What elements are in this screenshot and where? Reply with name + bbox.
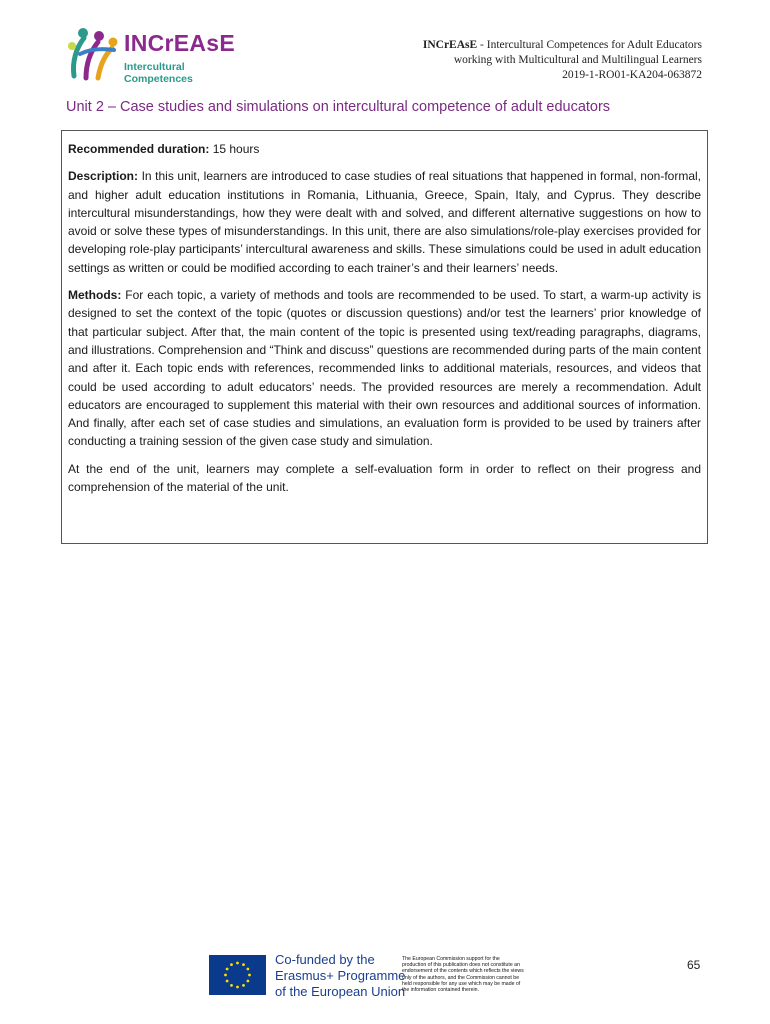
project-header xyxy=(423,38,702,83)
methods-paragraph xyxy=(68,286,701,451)
eu-star-icon xyxy=(226,980,229,983)
methods-label: Methods: xyxy=(68,288,122,303)
logo-subtitle: Intercultural Competences xyxy=(124,61,193,85)
project-header-line1 xyxy=(423,38,702,53)
closing-paragraph: At the end of the unit, learners may complete a self-evaluation form in order to reflect on their progress and comprehension of the material of the unit. xyxy=(68,461,701,495)
description-label: Description: xyxy=(68,169,139,184)
project-description: - Intercultural Competences for Adult Educators xyxy=(477,39,702,51)
duration-paragraph xyxy=(68,140,701,158)
cofunded-line3: of the European Union xyxy=(275,984,406,999)
duration-label: Recommended duration: xyxy=(68,142,210,156)
eu-star-icon xyxy=(248,974,251,977)
eu-star-icon xyxy=(224,974,227,977)
project-code: 2019-1-RO01-KA204-063872 xyxy=(562,69,702,81)
eu-star-icon xyxy=(242,963,245,966)
eu-star-icon xyxy=(230,984,233,987)
eu-star-icon xyxy=(226,968,229,971)
content-box xyxy=(61,130,708,544)
methods-text: For each topic, a variety of methods and tools are recommended to be used. To start, a warm-up activity is designed to set the context of the topic (quotes or discussion questions) and/or test the learners’ prior knowledge of that particular subject. After that, the main content of the topic is presented using text/reading paragraphs, diagrams, and illustrations. Comprehension and “Think and discuss” questions are recommended during parts of the main content and after it. Each topic ends with references, recommended links to additional materials, resources, and videos that could be used according to adult educators’ needs. The provided resources are merely a recommendation. Adult educators are encouraged to supplement this material with their own resources and additional sources of information. And finally, after each set of case studies and simulations, an evaluation form is provided to be used by trainers after conducting a training session of the given case study and simulation. xyxy=(68,288,702,449)
eu-disclaimer: The European Commission support for the production of this publication does not constitute an endorsement of the contents which reflects the views only of the authors, and the Commission cannot be held responsible for any use which may be made of the information contained therein. xyxy=(402,956,524,994)
eu-star-icon xyxy=(236,986,239,989)
eu-star-icon xyxy=(236,962,239,965)
increase-people-logo-icon xyxy=(66,24,122,82)
eu-star-icon xyxy=(242,984,245,987)
eu-star-icon xyxy=(246,968,249,971)
cofunded-line1: Co-funded by the xyxy=(275,952,375,967)
cofunded-text xyxy=(275,952,405,1000)
eu-star-icon xyxy=(230,963,233,966)
logo-title: INCrEAsE xyxy=(124,30,236,56)
project-logo xyxy=(66,24,256,84)
description-text: In this unit, learners are introduced to case studies of real situations that happened in formal, non-formal, and higher adult education institutions in Romania, Lithuania, Greece, Spain, Italy, and Cyprus. They describe intercultural misunderstandings, how they were dealt with and solved, and different alternative suggestions on how to avoid or solve these types of misunderstandings. In this unit, there are also simulations/role-play exercises provided for developing role-play participants’ intercultural awareness and skills. These simulations could be used in adult education settings as written or could be modified according to each trainer’s and their learners’ needs. xyxy=(68,169,701,275)
cofunded-line2: Erasmus+ Programme xyxy=(275,968,406,983)
eu-star-icon xyxy=(246,980,249,983)
unit-title: Unit 2 – Case studies and simulations on intercultural competence of adult educators xyxy=(66,99,611,115)
description-paragraph xyxy=(68,167,701,277)
project-header-line2: working with Multicultural and Multilingual Learners xyxy=(453,54,702,66)
duration-value: 15 hours xyxy=(209,142,260,156)
eu-flag-icon xyxy=(209,955,266,995)
page-number: 65 xyxy=(687,958,701,972)
project-name: INCrEAsE xyxy=(422,39,478,51)
